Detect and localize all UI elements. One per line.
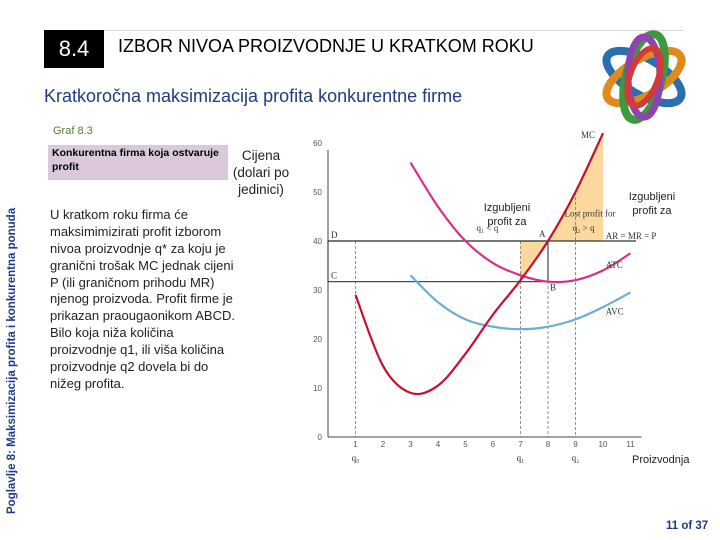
slide-subtitle: Kratkoročna maksimizacija profita konkurentne firme [44,86,463,106]
profit-rectangle-abcd [328,241,548,282]
curve-mc [356,133,604,394]
y-tick-label: 10 [313,384,322,393]
x-tick-label: 5 [463,440,468,449]
lost-profit-right-label: Izgubljeni profit za [628,191,676,218]
q-axis-label: q₁ [516,453,525,463]
chapter-sidebar-label: Poglavlje 8: Maksimizacija profita i konkurentna ponuda [6,207,18,514]
point-d-label: D [331,230,338,240]
q2-greater-label: q₂ > q [572,223,595,234]
price-axis-label: Cijena (dolari po jedinici) [232,148,290,197]
q-axis-label: q₀ [351,453,360,463]
y-tick-label: 50 [313,188,322,197]
y-tick-label: 60 [313,139,322,148]
body-paragraph: U kratkom roku firma će maksimimizirati profit izborom nivoa proizvodnje q* za koju je granični trošak MC jednak cijeni P (ili graničnom prihodu MR) njenog proizvoda. Profit firme je prikazan praougaonikom ABCD. Bilo koja niža količina proizvodnje q1, ili viša količina proizvodnje q2 dovela bi do nižeg profita. [50,207,235,391]
rings-logo-icon [588,22,700,132]
lost-profit-en-label: Lost profit for [564,208,616,219]
x-tick-label: 1 [353,440,358,449]
y-tick-label: 20 [313,335,322,344]
x-tick-label: 3 [408,440,413,449]
x-tick-label: 10 [598,440,608,449]
y-tick-label: 0 [317,433,322,442]
section-number-box [44,30,104,68]
highlight-box: Konkurentna firma koja ostvaruje profit [48,145,228,180]
y-tick-label: 40 [313,237,322,246]
x-tick-label: 7 [518,440,523,449]
figure-label: Graf 8.3 [53,125,93,137]
q1-less-label: q₁ < q [476,223,499,234]
slide-title: IZBOR NIVOA PROIZVODNJE U KRATKOM ROKU [118,36,534,56]
x-tick-label: 2 [380,440,386,449]
mc-label: MC [581,130,596,141]
point-c-label: C [331,270,338,281]
lost-profit-left-label: Izgubljeni profit za [483,202,531,229]
avc-label: AVC [605,306,624,317]
q-axis-label: q₂ [571,453,580,463]
x-tick-label: 4 [435,440,441,449]
atc-label: ATC [605,259,623,270]
x-tick-label: 8 [545,440,551,449]
point-a-label: A [539,229,546,239]
x-tick-label: 6 [490,440,496,449]
x-tick-label: 9 [573,440,578,449]
point-b-label: B [550,282,557,293]
y-tick-label: 30 [313,286,322,295]
x-tick-label: 11 [626,440,635,449]
page-number: 11 of 37 [666,520,709,532]
quantity-axis-label: Proizvodnja [632,454,690,466]
section-number: 8.4 [58,36,90,61]
price-line-label: AR = MR = P [605,231,657,241]
